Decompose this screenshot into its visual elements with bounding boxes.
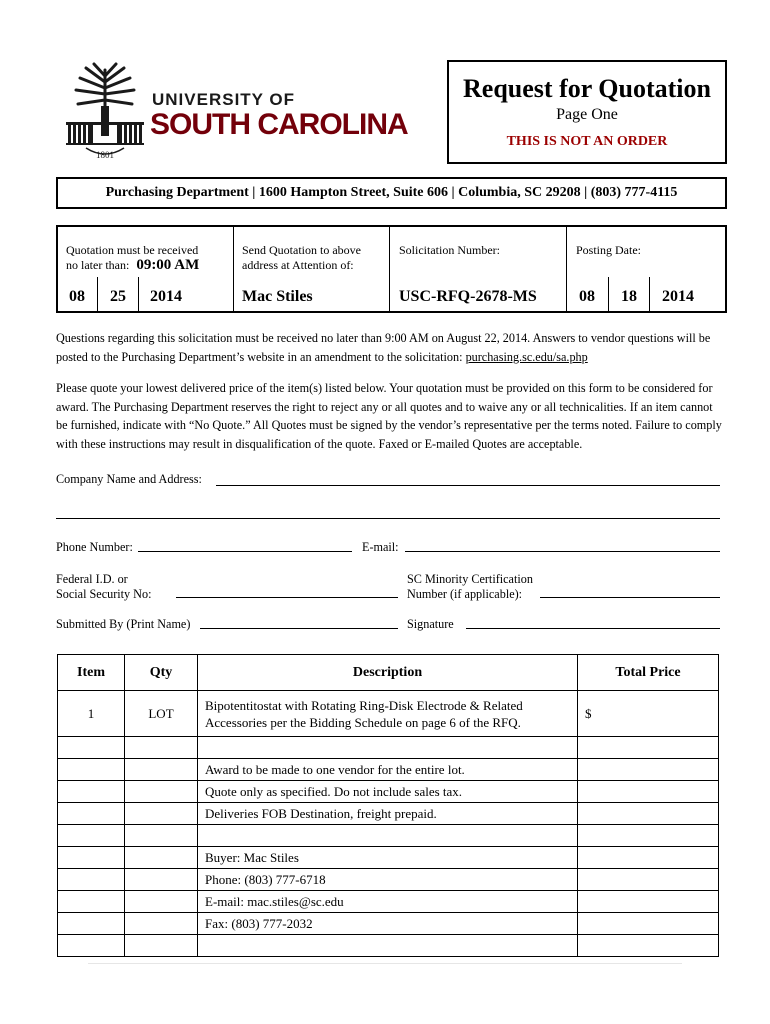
title-box [447, 60, 727, 164]
header-total-price: Total Price [578, 655, 719, 691]
company-name-field[interactable] [216, 485, 720, 486]
table-row [58, 825, 719, 847]
federal-id-label: Federal I.D. or Social Security No: [56, 572, 152, 601]
header-item: Item [58, 655, 125, 691]
post-day: 18 [621, 288, 637, 305]
buyer-fax: Fax: (803) 777-2032 [198, 913, 578, 935]
price-cell[interactable] [578, 847, 719, 869]
received-time: 09:00 AM [136, 257, 200, 273]
buyer-name: Buyer: Mac Stiles [198, 847, 578, 869]
solicitation-label: Solicitation Number: [399, 243, 500, 257]
palmetto-tree-icon [64, 62, 146, 162]
table-row [58, 869, 719, 891]
price-cell[interactable] [578, 935, 719, 957]
table-row [58, 691, 719, 737]
questions-paragraph: Questions regarding this solicitation must be received no later than 9:00 AM on August 22, 2014. Answers to vendor questions will be posted to the Purchasing Department’s website in an amendment to the solicitation: purchasing.sc.edu/sa.php [56, 331, 711, 364]
price-cell[interactable] [578, 825, 719, 847]
due-year: 2014 [150, 288, 182, 305]
item-description: Bipotentitostat with Rotating Ring-Disk Electrode & Related Accessories per the Bidding Schedule on page 6 of the RFQ. [198, 691, 578, 737]
table-row [58, 781, 719, 803]
due-day: 25 [110, 288, 126, 305]
submitted-by-label: Submitted By (Print Name) [56, 617, 191, 631]
due-month: 08 [69, 288, 85, 305]
price-cell[interactable] [578, 737, 719, 759]
signature-label: Signature [407, 617, 454, 631]
table-row [58, 935, 719, 957]
price-cell[interactable] [578, 913, 719, 935]
page-indicator: Page One [556, 106, 618, 123]
send-label: Send Quotation to above address at Attention of: [242, 243, 361, 272]
quotation-info-grid [56, 225, 727, 313]
header-qty: Qty [125, 655, 198, 691]
buyer-email: E-mail: mac.stiles@sc.edu [198, 891, 578, 913]
purchasing-website-link[interactable]: purchasing.sc.edu/sa.php [465, 349, 588, 364]
total-price-field[interactable]: $ [578, 691, 719, 737]
table-row [58, 847, 719, 869]
posting-label: Posting Date: [576, 243, 641, 257]
table-row [58, 913, 719, 935]
items-table [57, 654, 719, 957]
logo-south-carolina: SOUTH CAROLINA [150, 108, 408, 141]
note-delivery: Deliveries FOB Destination, freight prepaid. [198, 803, 578, 825]
minority-cert-label: SC Minority Certification Number (if applicable): [407, 572, 533, 601]
signature-field[interactable] [466, 628, 720, 629]
phone-field[interactable] [138, 551, 352, 552]
svg-text:1801: 1801 [96, 150, 114, 160]
price-cell[interactable] [578, 869, 719, 891]
instructions-paragraph: Please quote your lowest delivered price of the item(s) listed below. Your quotation must be provided on this form to be considered for award. The Purchasing Department reserves the right to reject any or all quotes and to waive any or all technicalities. If an item cannot be furnished, indicate with “No Quote.” All Quotes must be signed by the vendor’s representative per the terms noted. Failure to comply with these instructions may result in disqualification of the quote. Faxed or E-mailed Quotes are acceptable. [56, 381, 722, 451]
page-footer-rule [88, 963, 682, 964]
not-an-order-notice: THIS IS NOT AN ORDER [506, 134, 668, 149]
company-label: Company Name and Address: [56, 472, 202, 486]
table-header-row [58, 655, 719, 691]
logo-university-of: UNIVERSITY OF [152, 90, 296, 109]
price-cell[interactable] [578, 891, 719, 913]
solicitation-number: USC-RFQ-2678-MS [399, 288, 537, 305]
minority-cert-field[interactable] [540, 597, 720, 598]
table-row [58, 891, 719, 913]
header-description: Description [198, 655, 578, 691]
attention-name: Mac Stiles [242, 288, 313, 305]
table-row [58, 759, 719, 781]
federal-id-field[interactable] [176, 597, 398, 598]
item-number: 1 [58, 691, 125, 737]
post-month: 08 [579, 288, 595, 305]
note-award: Award to be made to one vendor for the entire lot. [198, 759, 578, 781]
price-cell[interactable] [578, 759, 719, 781]
email-label: E-mail: [362, 540, 399, 554]
table-row [58, 737, 719, 759]
buyer-phone: Phone: (803) 777-6718 [198, 869, 578, 891]
university-logo [64, 62, 424, 162]
phone-label: Phone Number: [56, 540, 133, 554]
post-year: 2014 [662, 288, 694, 305]
purchasing-address-bar: Purchasing Department | 1600 Hampton Street, Suite 606 | Columbia, SC 29208 | (803) 777-4115 [56, 177, 727, 209]
received-label: Quotation must be received no later than: 09:00 AM [66, 243, 200, 273]
company-address-field[interactable] [56, 518, 720, 519]
price-cell[interactable] [578, 781, 719, 803]
table-row [58, 803, 719, 825]
document-title: Request for Quotation [463, 74, 711, 103]
note-quote: Quote only as specified. Do not include sales tax. [198, 781, 578, 803]
email-field[interactable] [405, 551, 720, 552]
item-qty: LOT [125, 691, 198, 737]
submitted-by-field[interactable] [200, 628, 398, 629]
price-cell[interactable] [578, 803, 719, 825]
